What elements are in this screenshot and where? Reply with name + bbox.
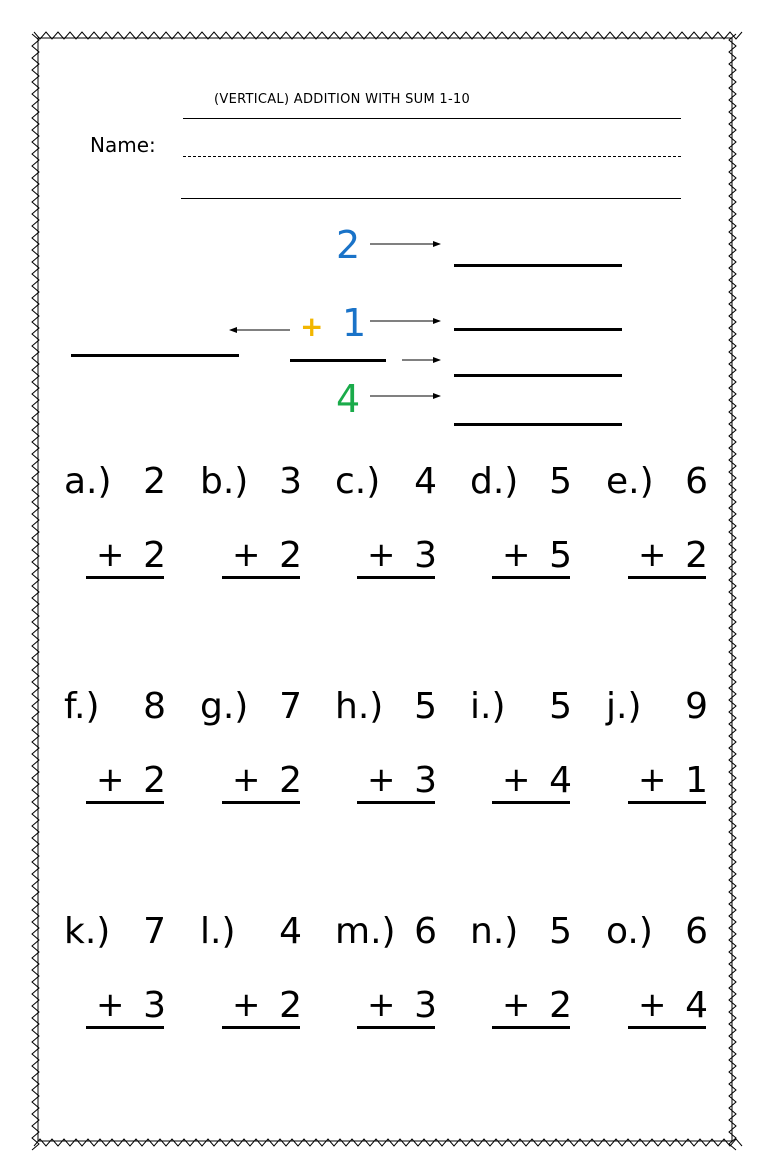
problem-bottom-addend: 3 — [143, 985, 166, 1026]
problem-answer-line[interactable] — [357, 576, 435, 579]
problem-answer-line[interactable] — [86, 1026, 164, 1029]
problem-label: c.) — [335, 461, 381, 502]
problem-bottom-addend: 3 — [414, 985, 437, 1026]
problem-bottom-addend: 1 — [685, 760, 708, 801]
problem-plus-sign: + — [502, 760, 531, 800]
problem-plus-sign: + — [96, 760, 125, 800]
example-top-addend: 2 — [336, 223, 361, 267]
problem-plus-sign: + — [502, 985, 531, 1025]
name-label: Name: — [90, 133, 156, 157]
problem-answer-line[interactable] — [492, 576, 570, 579]
problem-top-addend: 9 — [685, 686, 708, 727]
problem-bottom-addend: 2 — [279, 535, 302, 576]
problem-bottom-addend: 2 — [279, 985, 302, 1026]
problem-top-addend: 4 — [414, 461, 437, 502]
problem-top-addend: 5 — [414, 686, 437, 727]
problem-bottom-addend: 4 — [549, 760, 572, 801]
problem-top-addend: 4 — [279, 911, 302, 952]
problem-top-addend: 2 — [143, 461, 166, 502]
problem-answer-line[interactable] — [86, 801, 164, 804]
problem-plus-sign: + — [232, 985, 261, 1025]
problem-label: g.) — [200, 686, 249, 727]
problem-top-addend: 7 — [279, 686, 302, 727]
problem-answer-line[interactable] — [628, 801, 706, 804]
problem-label: f.) — [64, 686, 100, 727]
example-sum: 4 — [336, 377, 361, 421]
problem-label: h.) — [335, 686, 384, 727]
problem-bottom-addend: 2 — [143, 760, 166, 801]
problem-top-addend: 6 — [414, 911, 437, 952]
problem-label: i.) — [470, 686, 506, 727]
problem-answer-line[interactable] — [222, 801, 300, 804]
problem-answer-line[interactable] — [222, 1026, 300, 1029]
problem-label: j.) — [606, 686, 642, 727]
problem-bottom-addend: 4 — [685, 985, 708, 1026]
problem-plus-sign: + — [638, 535, 667, 575]
problem-top-addend: 5 — [549, 461, 572, 502]
problem-label: m.) — [335, 911, 396, 952]
problem-top-addend: 8 — [143, 686, 166, 727]
problem-label: k.) — [64, 911, 111, 952]
problem-plus-sign: + — [96, 985, 125, 1025]
problem-bottom-addend: 5 — [549, 535, 572, 576]
problem-answer-line[interactable] — [357, 1026, 435, 1029]
problem-plus-sign: + — [367, 535, 396, 575]
problem-plus-sign: + — [232, 760, 261, 800]
problem-answer-line[interactable] — [492, 1026, 570, 1029]
problem-bottom-addend: 2 — [279, 760, 302, 801]
problem-answer-line[interactable] — [628, 1026, 706, 1029]
problem-label: e.) — [606, 461, 654, 502]
problem-bottom-addend: 2 — [143, 535, 166, 576]
problem-bottom-addend: 3 — [414, 535, 437, 576]
problem-bottom-addend: 2 — [685, 535, 708, 576]
problem-top-addend: 6 — [685, 911, 708, 952]
problem-top-addend: 5 — [549, 686, 572, 727]
problem-plus-sign: + — [232, 535, 261, 575]
problem-top-addend: 5 — [549, 911, 572, 952]
problem-top-addend: 7 — [143, 911, 166, 952]
problem-bottom-addend: 3 — [414, 760, 437, 801]
problem-plus-sign: + — [367, 985, 396, 1025]
problem-top-addend: 6 — [685, 461, 708, 502]
problem-plus-sign: + — [638, 985, 667, 1025]
problem-plus-sign: + — [96, 535, 125, 575]
example-plus-sign: + — [300, 310, 324, 343]
problem-plus-sign: + — [367, 760, 396, 800]
problem-plus-sign: + — [502, 535, 531, 575]
problem-label: b.) — [200, 461, 249, 502]
problem-label: o.) — [606, 911, 653, 952]
problem-answer-line[interactable] — [492, 801, 570, 804]
worksheet-title: (VERTICAL) ADDITION WITH SUM 1-10 — [214, 92, 471, 107]
problem-label: n.) — [470, 911, 519, 952]
problem-label: d.) — [470, 461, 519, 502]
problem-label: a.) — [64, 461, 112, 502]
example-bottom-addend: 1 — [342, 301, 367, 345]
problem-answer-line[interactable] — [222, 576, 300, 579]
problem-label: l.) — [200, 911, 236, 952]
problem-top-addend: 3 — [279, 461, 302, 502]
problem-answer-line[interactable] — [357, 801, 435, 804]
problem-answer-line[interactable] — [628, 576, 706, 579]
problem-bottom-addend: 2 — [549, 985, 572, 1026]
problem-plus-sign: + — [638, 760, 667, 800]
problem-answer-line[interactable] — [86, 576, 164, 579]
